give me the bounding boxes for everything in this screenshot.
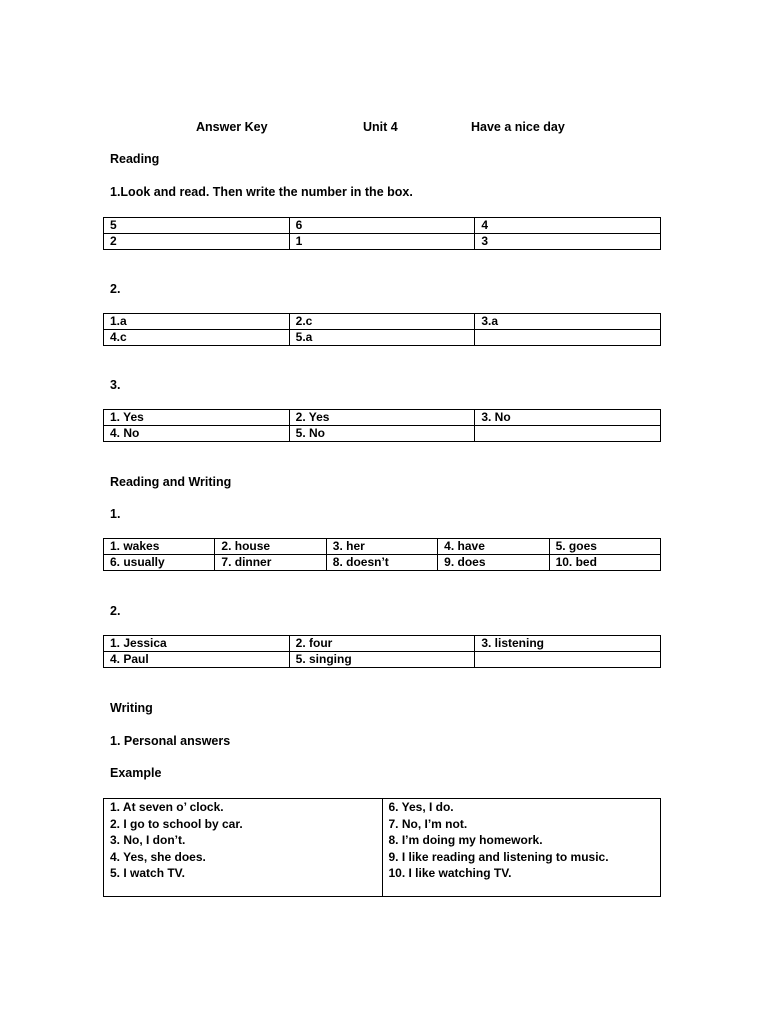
table-row [104, 234, 661, 250]
table-row [104, 410, 661, 426]
table-cell: 3. listening [475, 636, 661, 652]
table-cell: 2.c [289, 314, 475, 330]
table-cell: 5.a [289, 330, 475, 346]
table-row [104, 426, 661, 442]
table-cell: 1. Yes [104, 410, 290, 426]
reading-q2-table [103, 313, 661, 346]
answer-line: 1. At seven o’ clock. [110, 800, 224, 814]
table-cell: 2. Yes [289, 410, 475, 426]
table-cell: 7. dinner [215, 555, 326, 571]
reading-writing-q2-table [103, 635, 661, 668]
table-cell: 9. does [438, 555, 549, 571]
table-row [104, 555, 661, 571]
table-cell [475, 652, 661, 668]
reading-q1-label: 1.Look and read. Then write the number in the box. [110, 185, 413, 199]
answer-line: 6. Yes, I do. [388, 800, 454, 814]
table-cell: 5. goes [549, 539, 660, 555]
table-row [104, 636, 661, 652]
answer-line: 3. No, I don’t. [110, 833, 186, 847]
table-row [104, 652, 661, 668]
table-cell: 4. Paul [104, 652, 290, 668]
answer-line: 10. I like watching TV. [388, 866, 512, 880]
table-row [104, 799, 661, 897]
table-cell: 3. her [326, 539, 437, 555]
reading-q3-label: 3. [110, 378, 121, 392]
table-cell: 5. singing [289, 652, 475, 668]
table-cell: 6 [289, 218, 475, 234]
table-cell: 3. No [475, 410, 661, 426]
lesson-title: Have a nice day [471, 120, 565, 134]
table-cell: 1. Jessica [104, 636, 290, 652]
table-cell [475, 426, 661, 442]
table-cell: 2 [104, 234, 290, 250]
answer-line: 4. Yes, she does. [110, 849, 206, 864]
table-row [104, 330, 661, 346]
answer-line: 8. I’m doing my homework. [388, 833, 543, 847]
table-row [104, 314, 661, 330]
example-table [103, 798, 661, 897]
example-label: Example [110, 766, 162, 780]
reading-writing-q2-label: 2. [110, 604, 121, 618]
table-cell: 5. No [289, 426, 475, 442]
table-cell: 3.a [475, 314, 661, 330]
table-cell: 10. bed [549, 555, 660, 571]
table-cell: 3 [475, 234, 661, 250]
table-cell: 2. four [289, 636, 475, 652]
reading-q1-table [103, 217, 661, 250]
reading-writing-q1-label: 1. [110, 507, 121, 521]
reading-q2-label: 2. [110, 282, 121, 296]
writing-heading: Writing [110, 701, 153, 715]
table-cell: 5 [104, 218, 290, 234]
table-cell: 4. No [104, 426, 290, 442]
table-cell [475, 330, 661, 346]
reading-writing-heading: Reading and Writing [110, 475, 232, 489]
document-title: Answer Key [196, 120, 268, 134]
table-cell: 4.c [104, 330, 290, 346]
answer-line: 7. No, I’m not. [388, 816, 468, 831]
reading-heading: Reading [110, 152, 160, 166]
table-cell: 1. wakes [104, 539, 215, 555]
answer-line: 5. I watch TV. [110, 866, 185, 880]
table-cell: 2. house [215, 539, 326, 555]
table-cell: 4 [475, 218, 661, 234]
unit-label: Unit 4 [363, 120, 398, 134]
table-row [104, 218, 661, 234]
answer-line: 2. I go to school by car. [110, 816, 243, 831]
reading-writing-q1-table [103, 538, 661, 571]
writing-q1-label: 1. Personal answers [110, 734, 231, 748]
example-right-cell [382, 799, 661, 897]
table-cell: 1 [289, 234, 475, 250]
table-cell: 4. have [438, 539, 549, 555]
table-cell: 8. doesn’t [326, 555, 437, 571]
answer-line: 9. I like reading and listening to music. [388, 849, 609, 864]
table-row [104, 539, 661, 555]
table-cell: 1.a [104, 314, 290, 330]
example-left-cell [104, 799, 383, 897]
table-cell: 6. usually [104, 555, 215, 571]
reading-q3-table [103, 409, 661, 442]
